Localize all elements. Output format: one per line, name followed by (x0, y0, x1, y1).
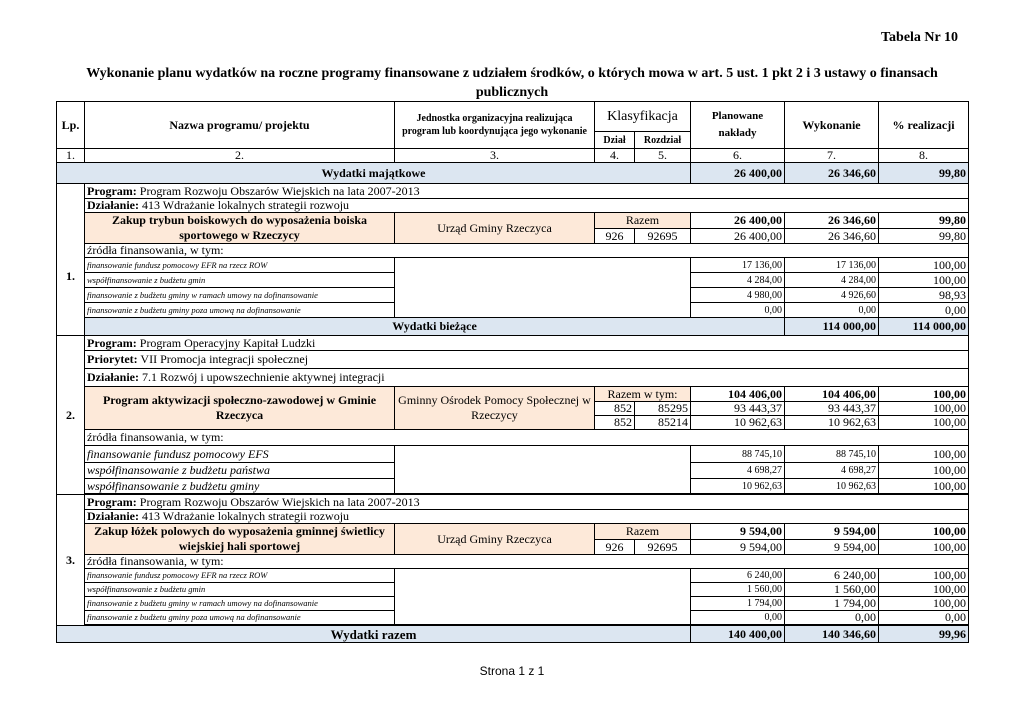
pct-value: 100,00 (879, 402, 969, 416)
total-plan: 140 400,00 (691, 626, 785, 643)
lp-3: 3. (57, 495, 85, 626)
fin-wyk: 4 698,27 (785, 463, 879, 479)
col-jednostka: Jednostka organizacyjna realizująca program lub koordynująca jego wykonanie (395, 102, 595, 149)
col-num: 4. (595, 149, 635, 163)
fin-label: finansowanie fundusz pomocowy EFR na rzecz ROW (85, 569, 395, 583)
dzialanie-row (85, 199, 969, 213)
rozdzial-value: 92695 (635, 540, 691, 555)
program-row (85, 495, 969, 510)
program-name: Program Rozwoju Obszarów Wiejskich na lata 2007-2013 (136, 494, 420, 509)
fin-label: finansowanie z budżetu gminy w ramach umowy na dofinansowanie (85, 597, 395, 611)
fin-blank (395, 569, 691, 625)
fin-label: współfinansowanie z budżetu gmin (85, 273, 395, 288)
fin-plan: 4 698,27 (691, 463, 785, 479)
fin-blank (395, 258, 691, 318)
fin-wyk: 6 240,00 (785, 569, 879, 583)
razem-plan: 104 406,00 (691, 387, 785, 402)
fin-pct: 0,00 (879, 611, 969, 625)
fin-pct: 100,00 (879, 258, 969, 273)
col-klasyfikacja: Klasyfikacja (595, 102, 691, 132)
dzial-value: 852 (595, 402, 635, 416)
section-label: Wydatki bieżące (85, 318, 785, 336)
razem-pct: 100,00 (879, 524, 969, 540)
fin-label: finansowanie z budżetu gminy poza umową na dofinansowanie (85, 303, 395, 318)
section-plan: 26 400,00 (691, 163, 785, 184)
fin-row (57, 446, 969, 463)
fin-pct: 100,00 (879, 446, 969, 463)
page-title: Wykonanie planu wydatków na roczne programy finansowane z udziałem środków, o których mowa w art. 5 ust. 1 pkt 2 i 3 ustawy o finansach publicznych (86, 66, 938, 100)
fin-wyk: 10 962,63 (785, 479, 879, 494)
fin-wyk: 4 926,60 (785, 288, 879, 303)
fin-pct: 100,00 (879, 463, 969, 479)
col-realizacja: % realizacji (879, 102, 969, 149)
zrodla-row: źródła finansowania, w tym: (85, 244, 969, 258)
fin-plan: 1 560,00 (691, 583, 785, 597)
program-row (85, 336, 969, 351)
col-wykonanie: Wykonanie (785, 102, 879, 149)
zrodla-row: źródła finansowania, w tym: (85, 555, 969, 569)
fin-label: współfinansowanie z budżetu gmin (85, 583, 395, 597)
program-label: Program: (87, 183, 137, 198)
total-pct: 99,96 (879, 626, 969, 643)
program-label: Program: (87, 494, 137, 509)
dzialanie-name: 7.1 Rozwój i upowszechnienie aktywnej integracji (139, 370, 385, 384)
header-row (57, 102, 969, 132)
zadanie-name: Zakup trybun boiskowych do wyposażenia boiska sportowego w Rzeczycy (85, 213, 395, 244)
dzialanie-label: Działanie: (87, 370, 139, 384)
dzial-value: 926 (595, 540, 635, 555)
fin-plan: 1 794,00 (691, 597, 785, 611)
fin-pct: 100,00 (879, 569, 969, 583)
razem-label: Razem (595, 213, 691, 229)
section-pct: 99,80 (879, 163, 969, 184)
razem-label: Razem (595, 524, 691, 540)
dzial-value: 926 (595, 229, 635, 244)
program-label: Program: (87, 335, 137, 350)
wyk-value: 93 443,37 (785, 402, 879, 416)
fin-label: finansowanie z budżetu gminy poza umową na dofinansowanie (85, 611, 395, 625)
fin-pct: 100,00 (879, 479, 969, 494)
col-dzial: Dział (595, 132, 635, 149)
col-lp: Lp. (57, 102, 85, 149)
fin-label: współfinansowanie z budżetu państwa (85, 463, 395, 479)
razem-wyk: 104 406,00 (785, 387, 879, 402)
razem-label: Razem w tym: (595, 387, 691, 402)
page-footer: Strona 1 z 1 (479, 664, 545, 678)
budget-table (56, 101, 969, 643)
fin-wyk: 4 284,00 (785, 273, 879, 288)
fin-plan: 0,00 (691, 611, 785, 625)
fin-plan: 6 240,00 (691, 569, 785, 583)
zadanie-jednostka: Gminny Ośrodek Pomocy Społecznej w Rzeczycy (395, 387, 595, 430)
zadanie-jednostka: Urząd Gminy Rzeczyca (395, 213, 595, 244)
col-planowane: Planowane nakłady (691, 102, 785, 149)
fin-label: finansowanie fundusz pomocowy EFS (85, 446, 395, 463)
fin-pct: 100,00 (879, 597, 969, 611)
wyk-value: 9 594,00 (785, 540, 879, 555)
razem-pct: 99,80 (879, 213, 969, 229)
col-rozdzial: Rozdział (635, 132, 691, 149)
col-num: 3. (395, 149, 595, 163)
rozdzial-value: 85214 (635, 416, 691, 430)
plan-value: 26 400,00 (691, 229, 785, 244)
fin-wyk: 88 745,10 (785, 446, 879, 463)
section-wyk: 26 346,60 (785, 163, 879, 184)
priorytet-name: VII Promocja integracji społecznej (137, 352, 309, 366)
dzial-value: 852 (595, 416, 635, 430)
col-num: 8. (879, 149, 969, 163)
fin-plan: 88 745,10 (691, 446, 785, 463)
zadanie-name: Zakup łóżek polowych do wyposażenia gminnej świetlicy wiejskiej hali sportowej (85, 524, 395, 555)
dzialanie-name: 413 Wdrażanie lokalnych strategii rozwoju (139, 198, 350, 212)
zadanie-jednostka: Urząd Gminy Rzeczyca (395, 524, 595, 555)
column-numbers-row (57, 149, 969, 163)
col-nazwa: Nazwa programu/ projektu (85, 102, 395, 149)
col-num: 6. (691, 149, 785, 163)
fin-label: współfinansowanie z budżetu gminy (85, 479, 395, 494)
plan-value: 9 594,00 (691, 540, 785, 555)
table-number: Tabela Nr 10 (880, 30, 958, 45)
fin-pct: 98,93 (879, 288, 969, 303)
program-name: Program Rozwoju Obszarów Wiejskich na lata 2007-2013 (136, 183, 420, 198)
wyk-value: 26 346,60 (785, 229, 879, 244)
fin-plan: 4 284,00 (691, 273, 785, 288)
fin-wyk: 1 560,00 (785, 583, 879, 597)
razem-plan: 9 594,00 (691, 524, 785, 540)
dzialanie-label: Działanie: (87, 198, 139, 212)
col-num: 5. (635, 149, 691, 163)
fin-row (57, 258, 969, 273)
razem-plan: 26 400,00 (691, 213, 785, 229)
section-row-biezace (57, 318, 969, 336)
fin-wyk: 0,00 (785, 303, 879, 318)
program-row (85, 184, 969, 199)
fin-blank (395, 446, 691, 494)
priorytet-label: Priorytet: (87, 352, 138, 366)
wyk-value: 10 962,63 (785, 416, 879, 430)
zrodla-row: źródła finansowania, w tym: (85, 430, 969, 446)
col-num: 2. (85, 149, 395, 163)
fin-pct: 100,00 (879, 583, 969, 597)
dzialanie-row (85, 510, 969, 524)
razem-wyk: 26 346,60 (785, 213, 879, 229)
fin-pct: 100,00 (879, 273, 969, 288)
fin-plan: 0,00 (691, 303, 785, 318)
program-name: Program Operacyjny Kapitał Ludzki (136, 335, 316, 350)
fin-plan: 4 980,00 (691, 288, 785, 303)
rozdzial-value: 92695 (635, 229, 691, 244)
plan-value: 10 962,63 (691, 416, 785, 430)
plan-value: 93 443,37 (691, 402, 785, 416)
razem-pct: 100,00 (879, 387, 969, 402)
section-wyk: 114 000,00 (879, 318, 969, 336)
section-plan: 114 000,00 (785, 318, 879, 336)
priorytet-row (85, 351, 969, 369)
fin-wyk: 1 794,00 (785, 597, 879, 611)
fin-wyk: 17 136,00 (785, 258, 879, 273)
col-num: 7. (785, 149, 879, 163)
razem-wyk: 9 594,00 (785, 524, 879, 540)
lp-2: 2. (57, 336, 85, 495)
total-label: Wydatki razem (57, 626, 691, 643)
fin-wyk: 0,00 (785, 611, 879, 625)
fin-label: finansowanie fundusz pomocowy EFR na rzecz ROW (85, 258, 395, 273)
fin-row (57, 569, 969, 583)
fin-plan: 10 962,63 (691, 479, 785, 494)
lp-1: 1. (57, 184, 85, 336)
section-row-majatkowe (57, 163, 969, 184)
fin-label: finansowanie z budżetu gminy w ramach umowy na dofinansowanie (85, 288, 395, 303)
pct-value: 100,00 (879, 540, 969, 555)
col-num: 1. (57, 149, 85, 163)
pct-value: 100,00 (879, 416, 969, 430)
total-row (57, 626, 969, 643)
fin-pct: 0,00 (879, 303, 969, 318)
dzialanie-label: Działanie: (87, 509, 139, 523)
dzialanie-name: 413 Wdrażanie lokalnych strategii rozwoju (139, 509, 350, 523)
section-label: Wydatki majątkowe (57, 163, 691, 184)
rozdzial-value: 85295 (635, 402, 691, 416)
total-wyk: 140 346,60 (785, 626, 879, 643)
pct-value: 99,80 (879, 229, 969, 244)
fin-plan: 17 136,00 (691, 258, 785, 273)
dzialanie-row (85, 369, 969, 387)
zadanie-name: Program aktywizacji społeczno-zawodowej w Gminie Rzeczyca (85, 387, 395, 430)
